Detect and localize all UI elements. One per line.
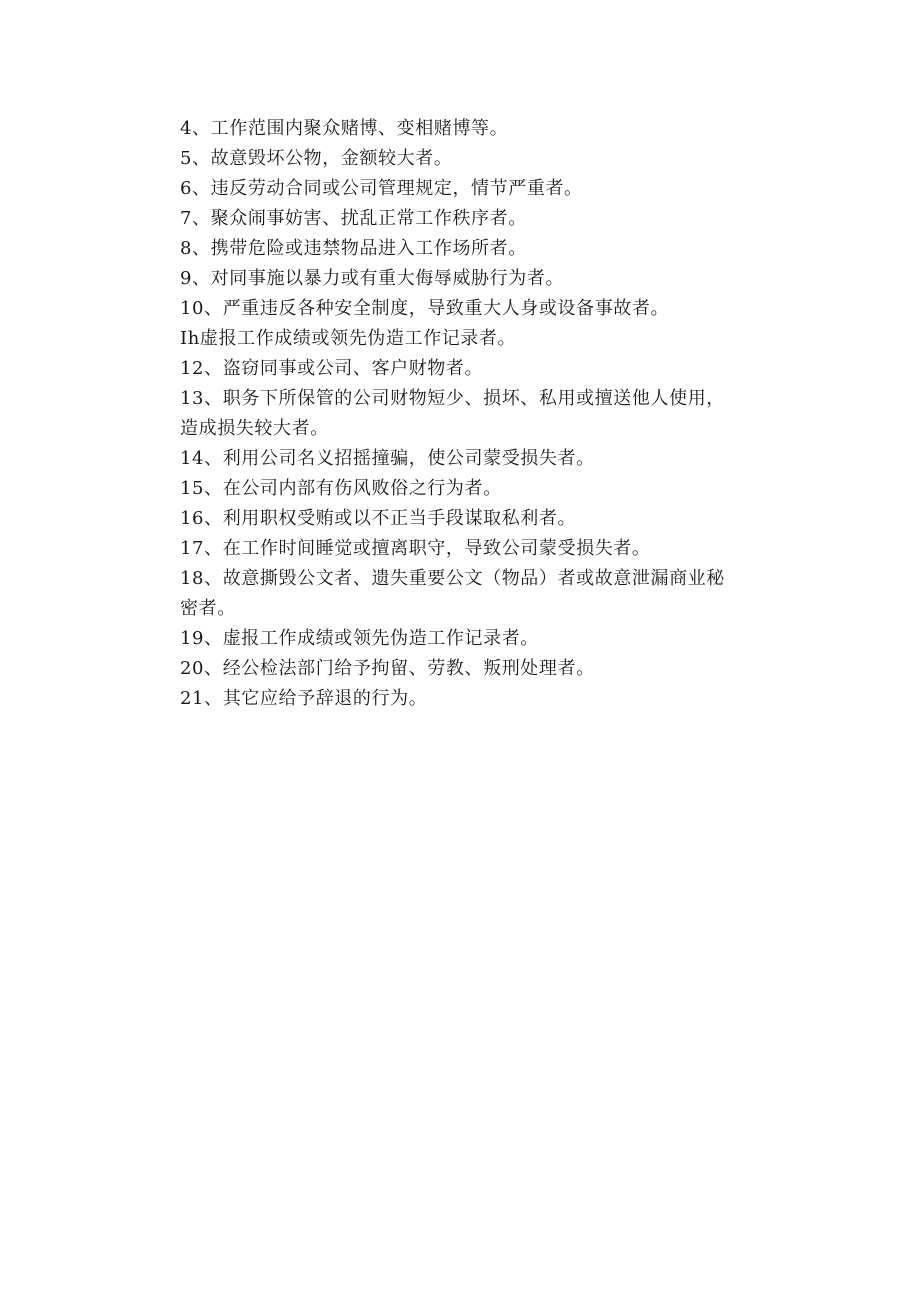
list-item: 5、故意毁坏公物，金额较大者。	[180, 148, 453, 169]
list-item: 9、对同事施以暴力或有重大侮辱威胁行为者。	[180, 268, 565, 289]
list-item: 16、利用职权受贿或以不正当手段谋取私利者。	[180, 508, 577, 529]
list-item: 10、严重违反各种安全制度，导致重大人身或设备事故者。	[180, 298, 670, 319]
document-body	[180, 114, 780, 714]
list-item: 6、违反劳动合同或公司管理规定，情节严重者。	[180, 178, 583, 199]
list-item: 12、盗窃同事或公司、客户财物者。	[180, 358, 484, 379]
list-item: 21、其它应给予辞退的行为。	[180, 688, 428, 709]
list-item: 13、职务下所保管的公司财物短少、损坏、私用或擅送他人使用，	[180, 388, 725, 409]
list-item: 8、携带危险或违禁物品进入工作场所者。	[180, 238, 527, 259]
list-item: 7、聚众闹事妨害、扰乱正常工作秩序者。	[180, 208, 527, 229]
list-item: 14、利用公司名义招摇撞骗，使公司蒙受损失者。	[180, 448, 595, 469]
list-item: 17、在工作时间睡觉或擅离职守，导致公司蒙受损失者。	[180, 538, 651, 559]
list-item-continuation: 造成损失较大者。	[180, 418, 329, 439]
list-item: 18、故意撕毁公文者、遗失重要公文（物品）者或故意泄漏商业秘	[180, 568, 725, 589]
list-item: Ih虚报工作成绩或领先伪造工作记录者。	[180, 328, 517, 349]
list-item: 19、虚报工作成绩或领先伪造工作记录者。	[180, 628, 539, 649]
list-item: 15、在公司内部有伤风败俗之行为者。	[180, 478, 502, 499]
list-item-continuation: 密者。	[180, 598, 236, 619]
list-item: 4、工作范围内聚众赌博、变相赌博等。	[180, 118, 509, 139]
list-item: 20、经公检法部门给予拘留、劳教、叛刑处理者。	[180, 658, 595, 679]
